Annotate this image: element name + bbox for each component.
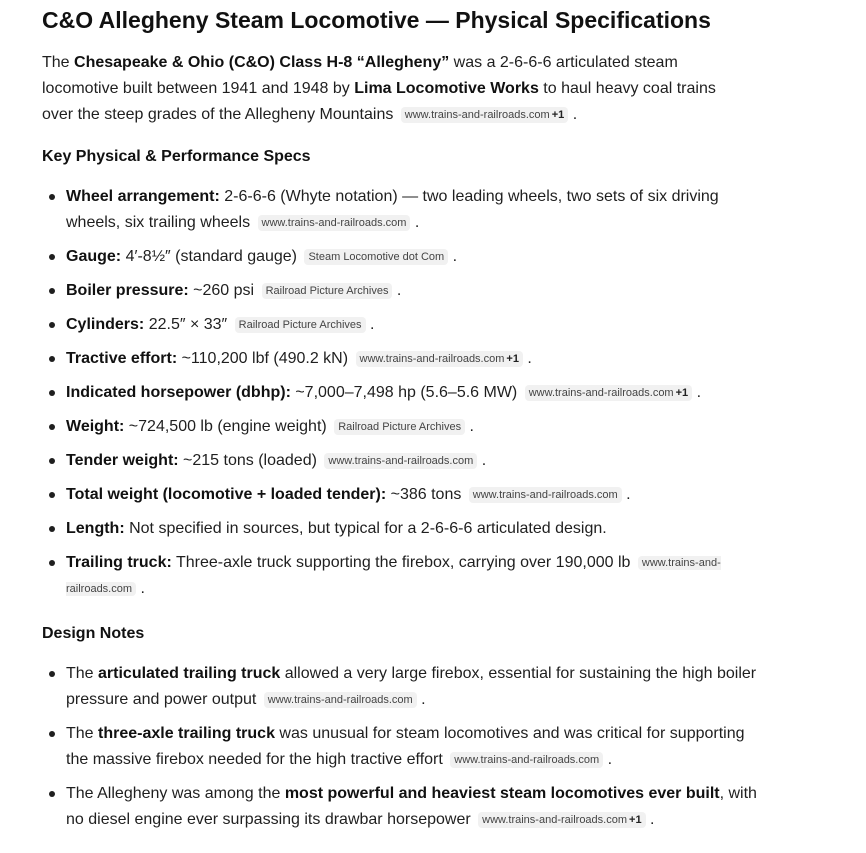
- intro-period: .: [572, 106, 578, 123]
- spec-period: .: [527, 350, 532, 367]
- citation-chip[interactable]: [324, 453, 477, 469]
- spec-period: .: [696, 384, 702, 401]
- citation-source: www.trains-and-railroads.com: [267, 694, 413, 706]
- spec-period: .: [452, 248, 458, 265]
- spec-item: [42, 448, 766, 474]
- spec-value: ~215 tons (loaded): [178, 452, 317, 469]
- note-text-pre: The: [66, 665, 99, 682]
- notes-heading: Design Notes: [42, 625, 145, 642]
- note-period: .: [421, 691, 426, 708]
- citation-chip[interactable]: [478, 812, 645, 828]
- citation-source: Railroad Picture Archives: [265, 285, 389, 297]
- intro-text-2: was a 2-6-6-6 articulated steam locomotive built between 1941 and 1948 by: [42, 54, 678, 97]
- note-text-post: , with no diesel engine ever surpassing its drawbar horsepower: [66, 785, 757, 828]
- spec-period: .: [370, 316, 375, 333]
- spec-label: Tractive effort:: [66, 350, 178, 367]
- intro-bold-class: Chesapeake & Ohio (C&O) Class H-8 “Allegheny”: [74, 54, 450, 71]
- note-item: [42, 721, 766, 773]
- spec-period: .: [396, 282, 402, 299]
- spec-value: 22.5″ × 33″: [144, 316, 228, 333]
- spec-label: Tender weight:: [66, 452, 179, 469]
- spec-value: ~386 tons: [386, 486, 462, 503]
- citation-source: www.trains-and-railroads.com: [454, 754, 600, 766]
- spec-value: ~7,000–7,498 hp (5.6–5.6 MW): [290, 384, 518, 401]
- note-bold: three-axle trailing truck: [98, 725, 275, 742]
- citation-source: www.trains-and-railroads.com: [482, 814, 628, 826]
- note-item: [42, 781, 766, 833]
- citation-plus-count: +1: [506, 353, 519, 365]
- spec-item: [42, 516, 766, 542]
- spec-value: 4′-8½″ (standard gauge): [121, 248, 298, 265]
- spec-value: Not specified in sources, but typical for a 2-6-6-6 articulated design.: [124, 520, 607, 537]
- spec-label: Cylinders:: [66, 316, 145, 333]
- note-item: [42, 661, 766, 713]
- citation-chip[interactable]: [356, 351, 523, 367]
- notes-list: [42, 661, 824, 833]
- spec-period: .: [481, 452, 487, 469]
- spec-item: [42, 184, 766, 236]
- citation-plus-count: +1: [629, 814, 642, 826]
- citation-chip[interactable]: [304, 249, 448, 265]
- spec-value: Three-axle truck supporting the firebox, carrying over 190,000 lb: [171, 554, 631, 571]
- specs-heading: Key Physical & Performance Specs: [42, 148, 311, 165]
- spec-period: .: [414, 214, 420, 231]
- citation-source: Railroad Picture Archives: [238, 319, 362, 331]
- spec-label: Length:: [66, 520, 125, 537]
- intro-paragraph: [42, 50, 742, 128]
- spec-label: Wheel arrangement:: [66, 188, 220, 205]
- citation-chip[interactable]: [334, 419, 465, 435]
- spec-period: .: [469, 418, 474, 435]
- spec-value: ~110,200 lbf (490.2 kN): [177, 350, 349, 367]
- note-text-post: was unusual for steam locomotives and was critical for supporting the massive firebox needed for the high tractive effort: [66, 725, 745, 768]
- citation-source: www.trains-and-railroads.com: [359, 353, 505, 365]
- citation-chip[interactable]: [235, 317, 366, 333]
- citation-chip[interactable]: [258, 215, 411, 231]
- citation-source: Steam Locomotive dot Com: [308, 251, 445, 263]
- page-title: C&O Allegheny Steam Locomotive — Physical Specifications: [42, 7, 711, 33]
- note-bold: most powerful and heaviest steam locomotives ever built: [284, 785, 720, 802]
- citation-source: www.trains-and-railroads.com: [404, 109, 550, 121]
- citation-chip[interactable]: [401, 107, 568, 123]
- citation-source: Railroad Picture Archives: [338, 421, 462, 433]
- spec-value: ~724,500 lb (engine weight): [124, 418, 327, 435]
- spec-item: [42, 380, 766, 406]
- citation-chip[interactable]: [525, 385, 692, 401]
- citation-chip[interactable]: [264, 692, 417, 708]
- note-period: .: [650, 811, 655, 828]
- spec-label: Gauge:: [66, 248, 122, 265]
- citation-source: www.trains-and-railroads.com: [66, 557, 721, 595]
- citation-source: www.trains-and-railroads.com: [472, 489, 618, 501]
- spec-label: Trailing truck:: [66, 554, 172, 571]
- note-period: .: [607, 751, 613, 768]
- spec-item: [42, 244, 766, 270]
- citation-plus-count: +1: [675, 387, 689, 399]
- spec-label: Weight:: [66, 418, 125, 435]
- spec-item: [42, 312, 766, 338]
- spec-label: Boiler pressure:: [66, 282, 189, 299]
- citation-plus-count: +1: [551, 109, 565, 121]
- spec-item: [42, 482, 766, 508]
- note-bold: articulated trailing truck: [98, 665, 281, 682]
- spec-item: [42, 346, 766, 372]
- spec-label: Indicated horsepower (dbhp):: [66, 384, 291, 401]
- note-text-pre: The: [66, 725, 99, 742]
- spec-item: [42, 550, 766, 602]
- spec-period: .: [140, 580, 145, 597]
- citation-source: www.trains-and-railroads.com: [261, 217, 407, 229]
- spec-value: 2-6-6-6 (Whyte notation) — two leading wheels, two sets of six driving wheels, six trailing wheels: [66, 188, 719, 231]
- specs-list: [42, 184, 824, 602]
- spec-item: [42, 414, 766, 440]
- note-text-pre: The Allegheny was among the: [66, 785, 285, 802]
- spec-period: .: [626, 486, 631, 503]
- intro-text-1: The: [42, 54, 75, 71]
- intro-text-3: to haul heavy coal trains over the steep grades of the Allegheny Mountains: [42, 80, 716, 123]
- spec-value: ~260 psi: [188, 282, 255, 299]
- citation-chip[interactable]: [450, 752, 603, 768]
- spec-item: [42, 278, 766, 304]
- note-text-post: allowed a very large firebox, essential for sustaining the high boiler pressure and power output: [66, 665, 757, 708]
- intro-bold-builder: Lima Locomotive Works: [354, 80, 539, 97]
- citation-chip[interactable]: [262, 283, 393, 299]
- spec-label: Total weight (locomotive + loaded tender):: [66, 486, 387, 503]
- citation-chip[interactable]: [469, 487, 622, 503]
- citation-source: www.trains-and-railroads.com: [528, 387, 674, 399]
- citation-source: www.trains-and-railroads.com: [328, 455, 474, 467]
